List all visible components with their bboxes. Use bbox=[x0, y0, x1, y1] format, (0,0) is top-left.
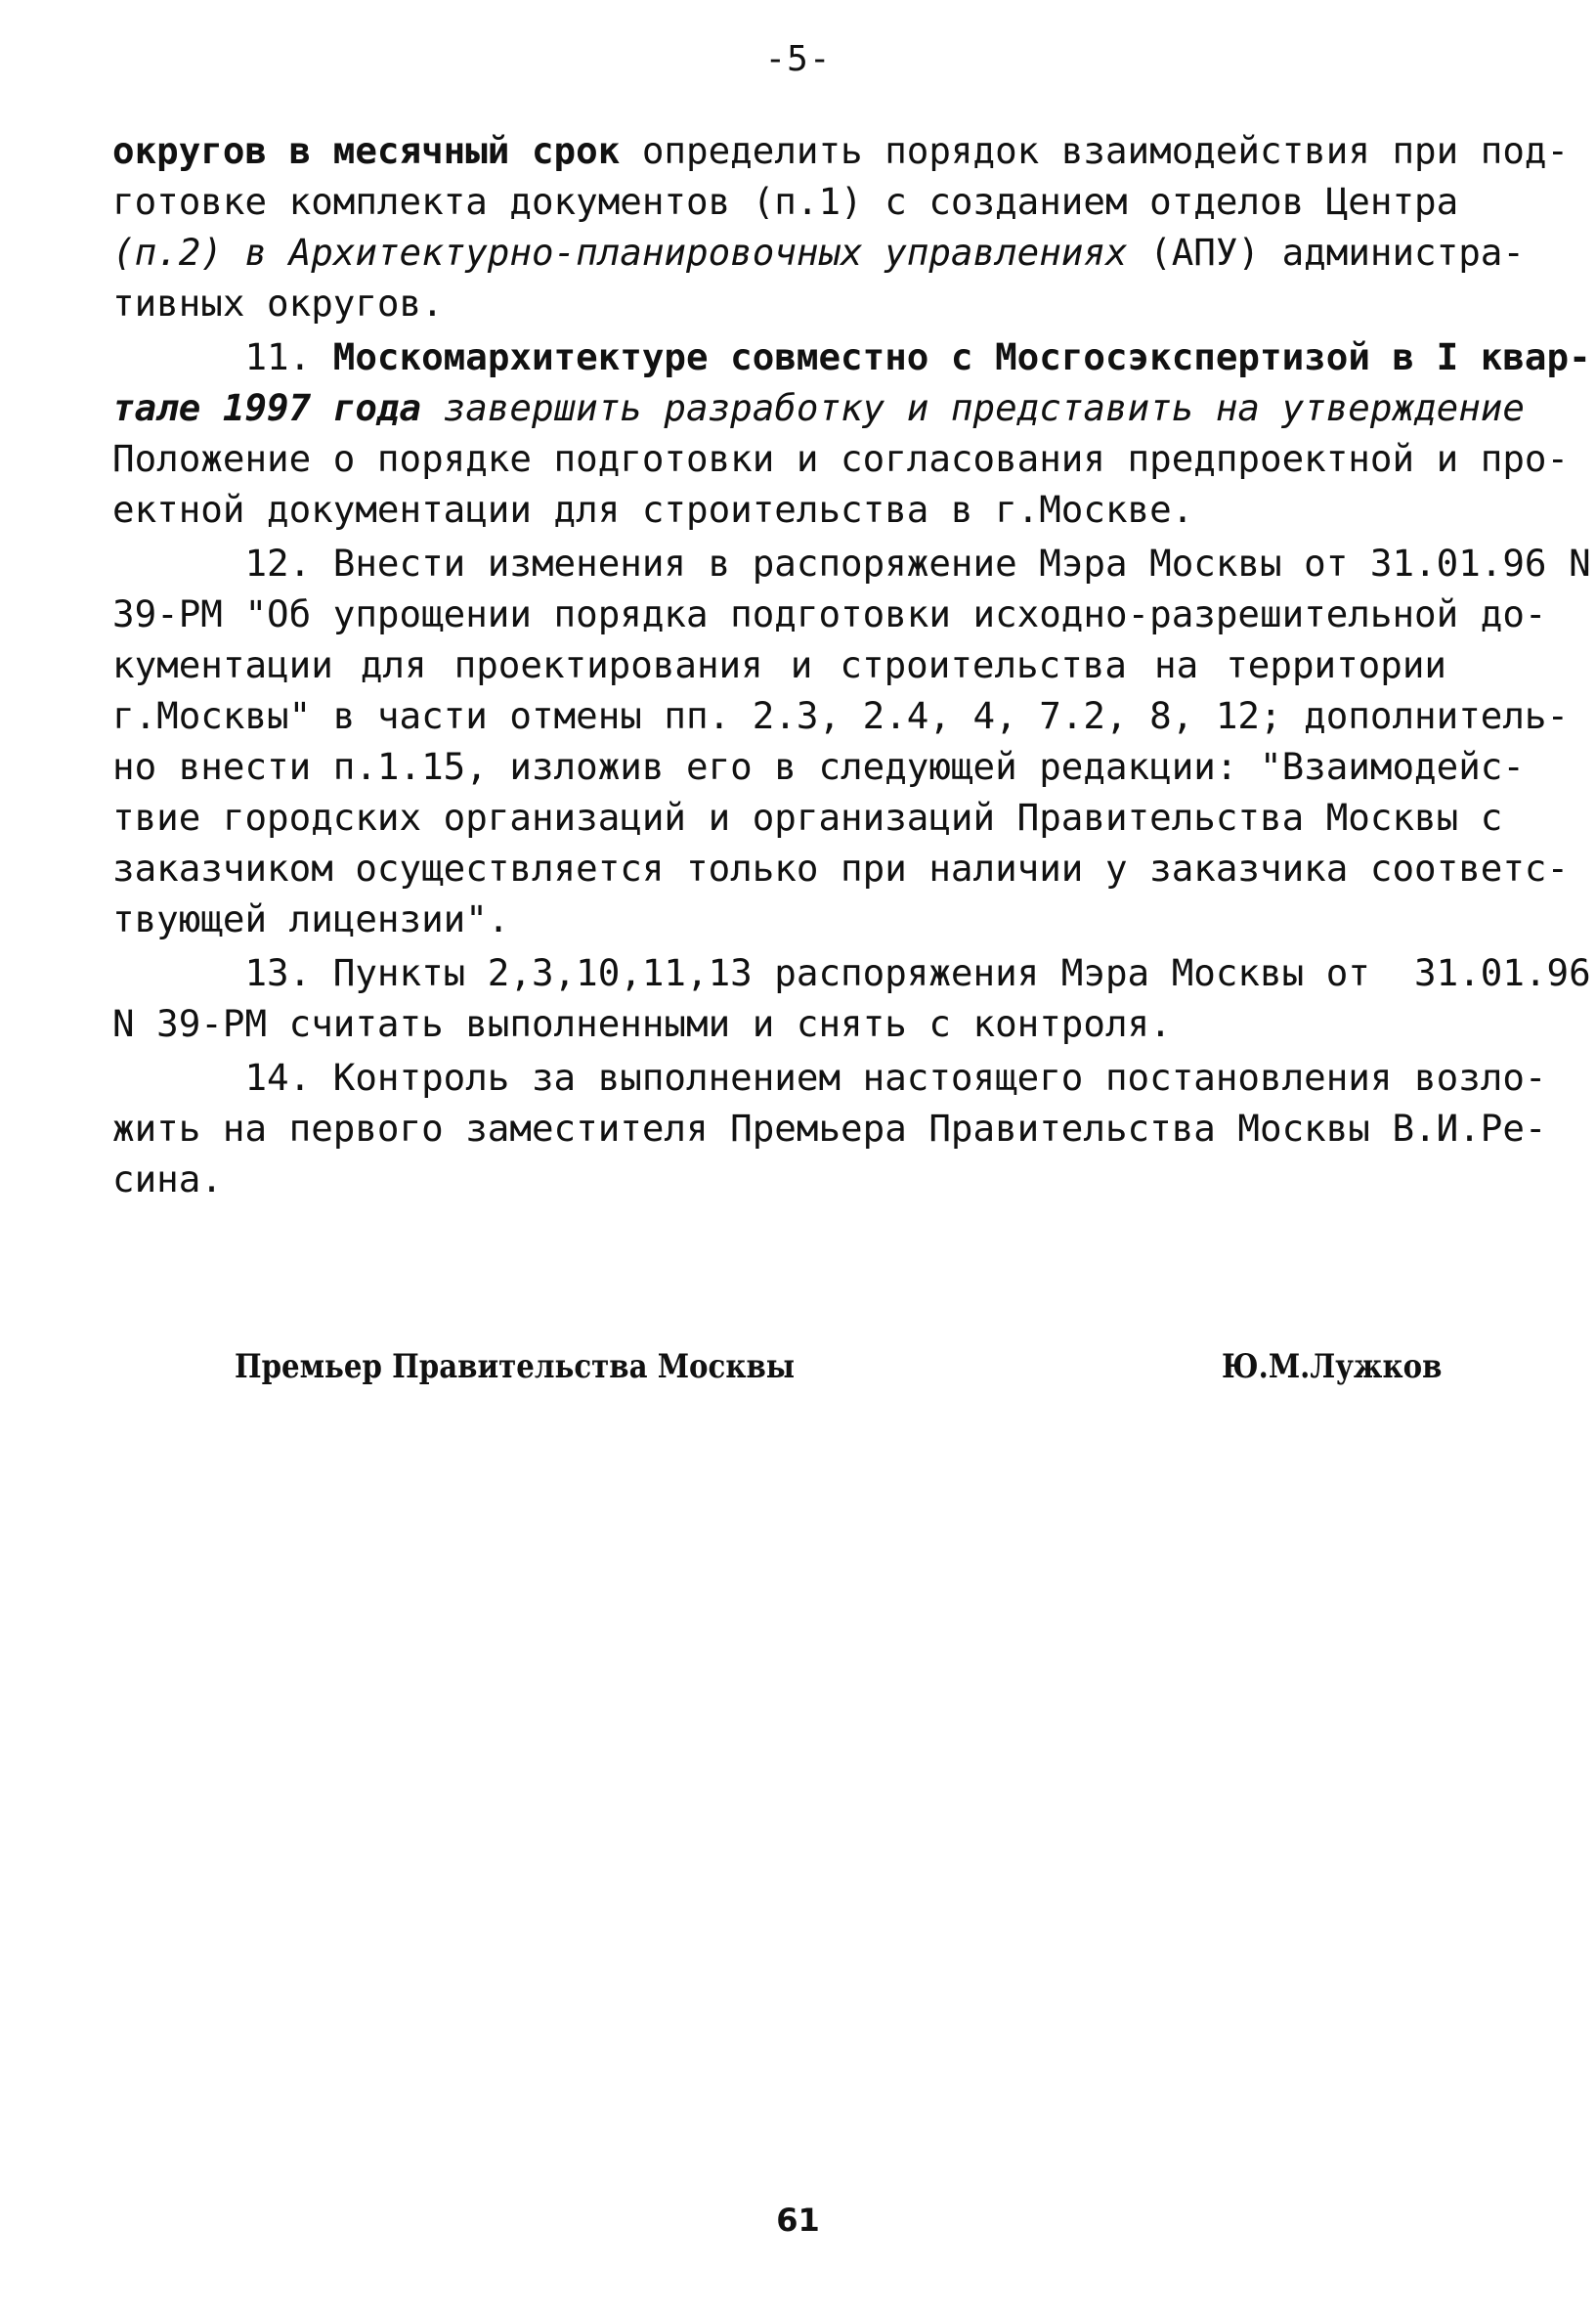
text-line: 12. Внести изменения в распоряжение Мэра Москвы от 31.01.96 N bbox=[112, 542, 1591, 585]
page-marker: -5- bbox=[764, 39, 832, 79]
italic-phrase: завершить разработку и представить на утверждение bbox=[421, 386, 1525, 429]
bold-phrase: округов в месячный срок bbox=[112, 129, 621, 172]
text-run: (АПУ) администра- bbox=[1127, 231, 1525, 274]
text-line: Положение о порядке подготовки и согласования предпроектной и про- bbox=[112, 437, 1570, 480]
text-line bbox=[112, 227, 1525, 278]
text-line: твие городских организаций и организаций Правительства Москвы с bbox=[112, 796, 1503, 839]
text-line: твующей лицензии". bbox=[112, 897, 510, 940]
text-line: г.Москвы" в части отмены пп. 2.3, 2.4, 4, 7.2, 8, 12; дополнитель- bbox=[112, 694, 1570, 737]
page-number: 61 bbox=[776, 2202, 820, 2239]
text-line: N 39-РМ считать выполненными и снять с контроля. bbox=[112, 1002, 1172, 1045]
signatory-name: Ю.М.Лужков bbox=[1222, 1347, 1443, 1386]
paragraph-item-14 bbox=[112, 1052, 1547, 1204]
signature-block bbox=[0, 1347, 1596, 1406]
document-body bbox=[112, 125, 1591, 1204]
text-line bbox=[112, 125, 1570, 176]
text-line: сина. bbox=[112, 1157, 223, 1200]
text-line: готовке комплекта документов (п.1) с созданием отделов Центра bbox=[112, 180, 1459, 223]
signatory-title: Премьер Правительства Москвы bbox=[235, 1347, 796, 1386]
text-line bbox=[112, 382, 1525, 433]
paragraph-item-11 bbox=[112, 331, 1591, 535]
text-run: определить порядок взаимодействия при под- bbox=[620, 129, 1570, 172]
text-line: 14. Контроль за выполнением настоящего постановления возло- bbox=[112, 1056, 1547, 1099]
paragraph-item-13 bbox=[112, 947, 1591, 1049]
paragraph-continuation bbox=[112, 125, 1570, 328]
text-line: тивных округов. bbox=[112, 282, 444, 325]
text-line: жить на первого заместителя Премьера Правительства Москвы В.И.Ре- bbox=[112, 1107, 1547, 1150]
text-line bbox=[112, 331, 1591, 382]
text-line: 13. Пункты 2,3,10,11,13 распоряжения Мэра Москвы от 31.01.96 bbox=[112, 951, 1591, 994]
bold-phrase: Москомархитектуре совместно с Мосгосэкспертизой в I квар- bbox=[332, 335, 1591, 378]
italic-phrase: (п.2) в Архитектурно-планировочных управлениях bbox=[112, 231, 1128, 274]
text-line: но внести п.1.15, изложив его в следующей редакции: "Взаимодейс- bbox=[112, 745, 1525, 788]
bold-italic-phrase: тале 1997 года bbox=[112, 386, 422, 429]
text-line: кументации для проектирования и строительства на территории bbox=[112, 643, 1446, 686]
item-number: 11. bbox=[112, 335, 333, 378]
paragraph-item-12 bbox=[112, 538, 1591, 944]
text-line: ектной документации для строительства в г.Москве. bbox=[112, 488, 1194, 531]
text-line: 39-РМ "Об упрощении порядка подготовки исходно-разрешительной до- bbox=[112, 592, 1547, 635]
text-line: заказчиком осуществляется только при наличии у заказчика соответс- bbox=[112, 847, 1570, 890]
